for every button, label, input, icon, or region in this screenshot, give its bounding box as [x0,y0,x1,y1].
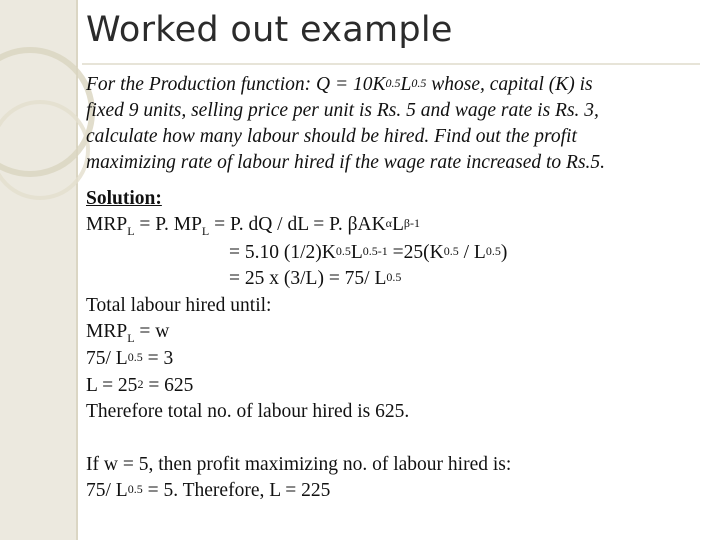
problem-line-4: maximizing rate of labour hired if the wage rate increased to Rs.5. [86,152,606,173]
problem-line-1: For the Production function: $Q = 10K^{0.5}L^{0.5}$ whose, capital (K) is [86,74,593,95]
solution-block [86,186,696,505]
left-band [0,0,76,540]
solution-line-8: Therefore total no. of labour hired is 625. [86,401,410,423]
solution-line-9: If w = 5, then profit maximizing no. of labour hired is: [86,454,512,476]
solution-line-5: $MRP_L = w$ [86,321,170,346]
problem-line-3: calculate how many labour should be hired. Find out the profit [86,126,577,147]
problem-line-2: fixed 9 units, selling price per unit is Rs. 5 and wage rate is Rs. 3, [86,100,599,121]
solution-line-4: Total labour hired until: [86,294,272,316]
solution-heading: Solution: [86,188,162,209]
solution-line-3: = 25 x (3/L) = 75/ $L^{0.5}$ [229,268,402,290]
solution-line-10: 75/ $L^{0.5} = 5$. Therefore, L = 225 [86,480,331,502]
solution-line-7: $L = 25^2 = 625$ [86,374,194,396]
slide-title: Worked out example [86,10,453,50]
decorative-ring-outer [0,50,92,174]
solution-line-2: = 5.10 $(1/2)K^{0.5}L^{0.5-1} =25(K^{0.5} / L^{0.5})$ [229,241,508,263]
solution-line-6: 75/ $L^{0.5} = 3$ [86,348,174,370]
problem-statement [86,72,696,176]
solution-line-1: $MRP_L = P$. $MP_L = P$. dQ / dL = P. $\beta AK^\alpha L^{\beta-1}$ [86,214,420,239]
decorative-ring-inner [0,102,88,198]
spacer [86,426,696,452]
